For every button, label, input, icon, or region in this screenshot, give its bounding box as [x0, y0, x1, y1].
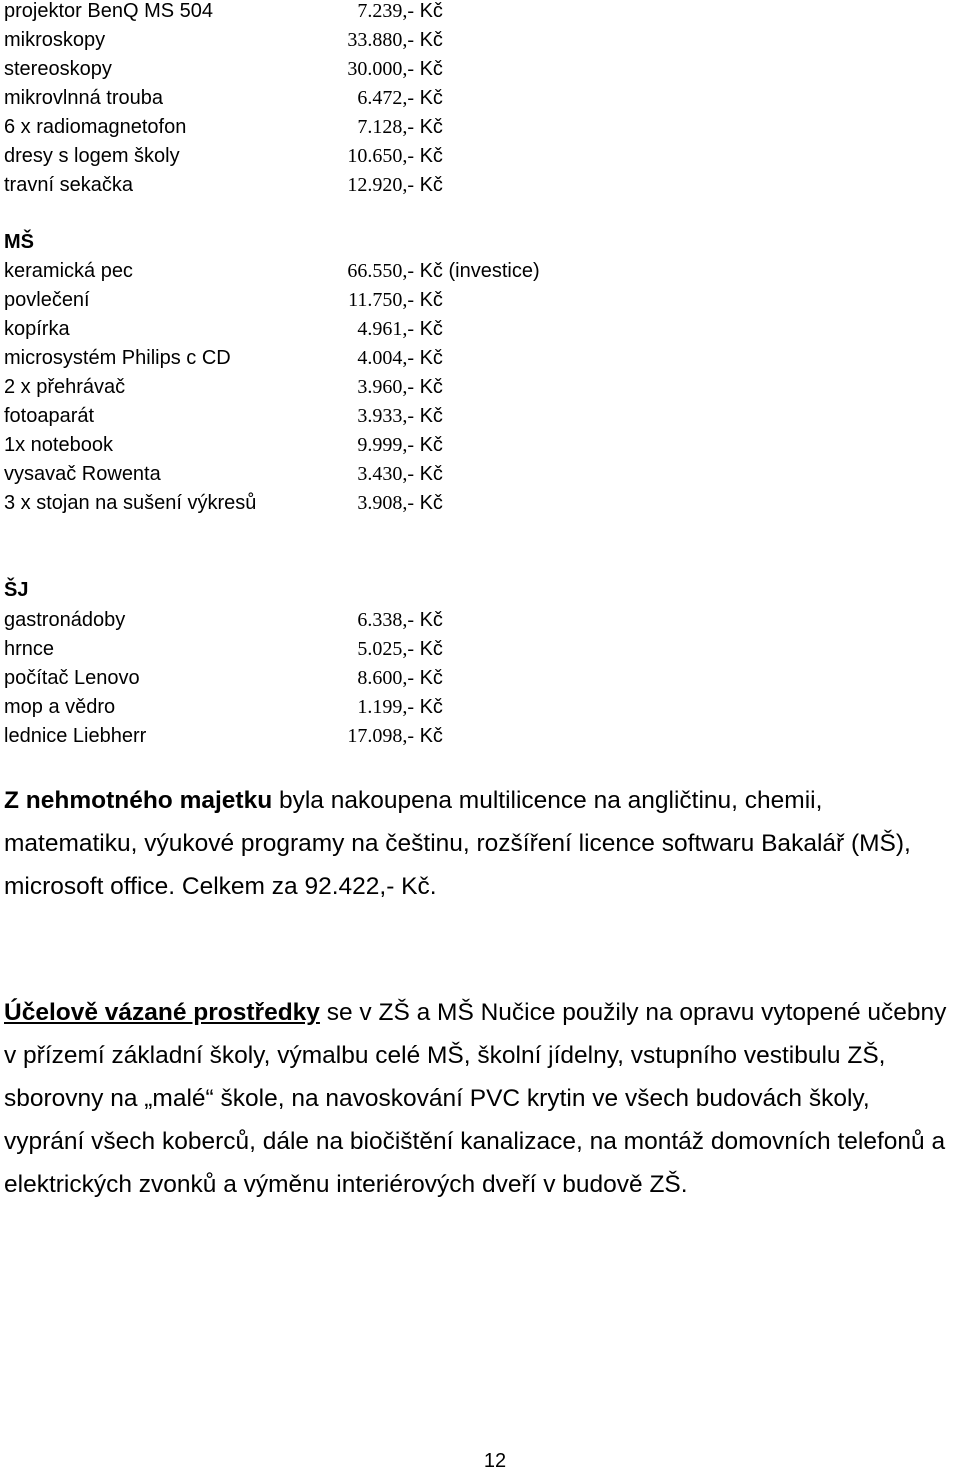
currency-label: Kč	[419, 145, 443, 167]
currency-label: Kč	[419, 0, 443, 22]
amount-value: 7.128,-	[357, 116, 414, 138]
item-label: hrnce	[4, 638, 55, 660]
item-label: mikroskopy	[4, 29, 106, 51]
item-amount	[342, 257, 540, 286]
amount-value: 8.600,-	[357, 667, 414, 689]
item-amount	[342, 113, 472, 142]
item-amount	[342, 460, 472, 489]
currency-label: Kč	[419, 696, 443, 718]
item-amount	[342, 142, 472, 171]
item-amount	[342, 402, 472, 431]
item-amount	[342, 315, 472, 344]
item-amount	[342, 635, 472, 664]
item-label: mikrovlnná trouba	[4, 87, 163, 109]
currency-label: Kč	[419, 492, 443, 514]
amount-value: 3.908,-	[357, 492, 414, 514]
item-amount	[342, 0, 472, 26]
item-label: projektor BenQ MS 504	[4, 0, 213, 22]
item-label: povlečení	[4, 289, 90, 311]
currency-label: Kč	[419, 87, 443, 109]
currency-label: Kč	[419, 434, 443, 456]
currency-label: Kč	[419, 318, 443, 340]
item-amount	[342, 606, 472, 635]
item-label: 6 x radiomagnetofon	[4, 116, 187, 138]
item-label: 3 x stojan na sušení výkresů	[4, 492, 257, 514]
amount-value: 9.999,-	[357, 434, 414, 456]
currency-label: Kč	[419, 463, 443, 485]
item-amount	[342, 431, 472, 460]
amount-value: 30.000,-	[347, 58, 414, 80]
item-amount	[342, 489, 472, 518]
item-label: dresy s logem školy	[4, 145, 180, 167]
currency-label: Kč	[419, 260, 443, 282]
item-amount	[342, 373, 472, 402]
item-amount	[342, 286, 472, 315]
sj-heading: ŠJ	[4, 579, 29, 601]
currency-label: Kč	[419, 289, 443, 311]
intangible-assets-text: byla nakoupena multilicence na angličtinu, chemii, matematiku, výukové programy na češtinu, rozšíření licence softwaru Bakalář (MŠ), microsoft office. Celkem za 92.422,- Kč.	[4, 787, 911, 900]
amount-value: 17.098,-	[347, 725, 414, 747]
amount-value: 5.025,-	[357, 638, 414, 660]
currency-label: Kč	[419, 609, 443, 631]
item-label: 1x notebook	[4, 434, 113, 456]
item-label: počítač Lenovo	[4, 667, 140, 689]
amount-value: 3.430,-	[357, 463, 414, 485]
amount-value: 4.004,-	[357, 347, 414, 369]
ms-heading: MŠ	[4, 231, 34, 253]
currency-label: Kč	[419, 667, 443, 689]
item-amount	[342, 693, 472, 722]
item-label: stereoskopy	[4, 58, 112, 80]
item-label: fotoaparát	[4, 405, 95, 427]
item-amount	[342, 55, 472, 84]
item-label: keramická pec	[4, 260, 133, 282]
earmarked-funds-text: se v ZŠ a MŠ Nučice použily na opravu vytopené učebny v přízemí základní školy, výmalbu celé MŠ, školní jídelny, vstupního vestibulu ZŠ, sborovny na „malé“ škole, na navoskování PVC krytin ve všech budovách školy, vyprání všech koberců, dále na biočištění kanalizace, na montáž domovních telefonů a elektrických zvonků a výměnu interiérových dveří v budově ZŠ.	[4, 999, 947, 1198]
amount-value: 11.750,-	[348, 289, 414, 311]
item-amount	[342, 84, 472, 113]
amount-value: 7.239,-	[357, 0, 414, 22]
amount-value: 3.960,-	[357, 376, 414, 398]
amount-value: 10.650,-	[347, 145, 414, 167]
currency-label: Kč	[419, 405, 443, 427]
amount-value: 66.550,-	[347, 260, 414, 282]
earmarked-funds-lead: Účelově vázané prostředky	[4, 999, 320, 1026]
item-amount	[342, 722, 472, 751]
currency-label: Kč	[419, 347, 443, 369]
item-label: microsystém Philips c CD	[4, 347, 231, 369]
amount-value: 12.920,-	[347, 174, 414, 196]
amount-note: (investice)	[448, 260, 540, 282]
amount-value: 33.880,-	[347, 29, 414, 51]
amount-value: 1.199,-	[357, 696, 414, 718]
currency-label: Kč	[419, 638, 443, 660]
item-amount	[342, 171, 472, 200]
item-label: kopírka	[4, 318, 70, 340]
item-label: 2 x přehrávač	[4, 376, 126, 398]
amount-value: 4.961,-	[357, 318, 414, 340]
item-amount	[342, 26, 472, 55]
item-label: travní sekačka	[4, 174, 133, 196]
currency-label: Kč	[419, 29, 443, 51]
item-label: lednice Liebherr	[4, 725, 147, 747]
currency-label: Kč	[419, 174, 443, 196]
item-label: vysavač Rowenta	[4, 463, 161, 485]
intangible-assets-paragraph	[4, 779, 956, 908]
intangible-assets-lead: Z nehmotného majetku	[4, 787, 273, 814]
currency-label: Kč	[419, 725, 443, 747]
amount-value: 6.338,-	[357, 609, 414, 631]
item-label: mop a vědro	[4, 696, 116, 718]
item-amount	[342, 664, 472, 693]
item-label: gastronádoby	[4, 609, 126, 631]
currency-label: Kč	[419, 58, 443, 80]
amount-value: 6.472,-	[357, 87, 414, 109]
page-number: 12	[483, 1450, 507, 1472]
earmarked-funds-paragraph	[4, 991, 956, 1206]
item-amount	[342, 344, 472, 373]
currency-label: Kč	[419, 116, 443, 138]
currency-label: Kč	[419, 376, 443, 398]
amount-value: 3.933,-	[357, 405, 414, 427]
